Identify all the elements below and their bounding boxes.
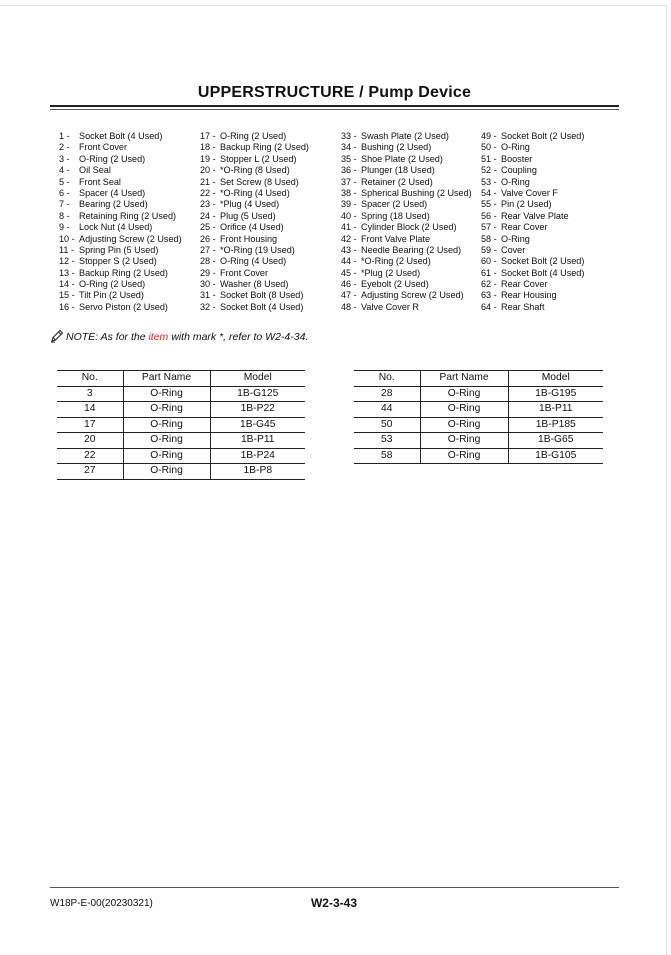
part-number: 1 - [59, 131, 70, 141]
part-name: *O-Ring (19 Used) [220, 244, 295, 255]
parts-list-item [481, 211, 584, 222]
parts-list-item [481, 142, 584, 153]
cell-no: 17 [57, 417, 123, 433]
part-number: 28 - [200, 256, 216, 267]
part-name: Valve Cover R [361, 301, 419, 312]
part-number: 21 - [200, 176, 216, 187]
part-number: 55 - [481, 199, 497, 210]
part-name: Eyebolt (2 Used) [361, 279, 429, 290]
parts-list-item [481, 268, 584, 279]
parts-list-item [341, 165, 472, 176]
cell-part-name: O-Ring [420, 433, 508, 449]
part-number: 20 - [200, 165, 216, 176]
parts-list-item [341, 302, 472, 313]
parts-list-item [200, 199, 309, 210]
cell-model: 1B-G125 [210, 386, 305, 402]
parts-list-item [481, 279, 584, 290]
cell-model: 1B-G195 [508, 386, 603, 402]
part-name: O-Ring (2 Used) [220, 131, 287, 141]
part-number: 9 - [59, 222, 70, 233]
parts-list-item [200, 268, 309, 279]
parts-list-item [341, 290, 472, 301]
note-highlight: item [148, 331, 169, 343]
parts-list-item [200, 245, 309, 256]
part-number: 5 - [59, 176, 70, 187]
part-number: 63 - [481, 290, 497, 301]
part-name: O-Ring (2 Used) [79, 153, 146, 164]
part-number: 51 - [481, 153, 497, 164]
column-header-model: Model [210, 371, 305, 387]
part-number: 8 - [59, 210, 70, 221]
parts-list-item [59, 290, 182, 301]
part-number: 50 - [481, 142, 497, 153]
part-number: 57 - [481, 222, 497, 233]
parts-list-item [200, 290, 309, 301]
parts-list-item [341, 177, 472, 188]
part-number: 64 - [481, 301, 497, 312]
parts-list-item [59, 256, 182, 267]
part-number: 58 - [481, 233, 497, 244]
part-number: 41 - [341, 222, 357, 233]
part-number: 49 - [481, 131, 497, 141]
part-name: Booster [501, 153, 533, 164]
part-number: 44 - [341, 256, 357, 267]
part-number: 52 - [481, 165, 497, 176]
parts-list-item [59, 188, 182, 199]
parts-list-item [200, 188, 309, 199]
part-number: 47 - [341, 290, 357, 301]
cell-no: 28 [354, 386, 420, 402]
part-name: *O-Ring (2 Used) [361, 256, 431, 267]
parts-list-item [341, 199, 472, 210]
parts-list-item [59, 268, 182, 279]
part-number: 3 - [59, 153, 70, 164]
parts-list-item [59, 245, 182, 256]
part-name: Stopper L (2 Used) [220, 153, 297, 164]
part-name: Orifice (4 Used) [220, 222, 284, 233]
parts-list-item [481, 222, 584, 233]
parts-list-item [200, 211, 309, 222]
part-name: Bushing (2 Used) [361, 142, 432, 153]
parts-list-item [341, 211, 472, 222]
part-name: Front Seal [79, 176, 121, 187]
parts-list-item [341, 256, 472, 267]
parts-list-item [59, 142, 182, 153]
part-name: Backup Ring (2 Used) [220, 142, 309, 153]
part-number: 14 - [59, 279, 75, 290]
part-name: Socket Bolt (2 Used) [501, 256, 585, 267]
parts-list-item [481, 177, 584, 188]
footer-rule [50, 887, 619, 888]
parts-list-item [341, 154, 472, 165]
part-number: 43 - [341, 244, 357, 255]
note-prefix: NOTE: As for the [66, 331, 149, 343]
table-row [354, 448, 603, 464]
table-row [354, 417, 603, 433]
part-name: Rear Shaft [501, 301, 545, 312]
part-number: 39 - [341, 199, 357, 210]
parts-list-column-3 [341, 131, 472, 313]
cell-model: 1B-P22 [210, 402, 305, 418]
parts-list-item [200, 302, 309, 313]
parts-list-item [200, 222, 309, 233]
part-number: 24 - [200, 210, 216, 221]
part-name: Retainer (2 Used) [361, 176, 433, 187]
part-name: O-Ring (4 Used) [220, 256, 287, 267]
part-name: Spring Pin (5 Used) [79, 244, 159, 255]
page-number: W2-3-43 [310, 896, 357, 910]
pencil-note-icon [50, 329, 64, 343]
part-name: O-Ring [501, 142, 530, 153]
part-number: 23 - [200, 199, 216, 210]
part-number: 61 - [481, 267, 497, 278]
oring-spec-table-right [354, 370, 603, 464]
cell-no: 14 [57, 402, 123, 418]
part-number: 36 - [341, 165, 357, 176]
part-number: 42 - [341, 233, 357, 244]
part-name: O-Ring [501, 233, 530, 244]
parts-list-item [341, 222, 472, 233]
parts-list-item [200, 256, 309, 267]
parts-list-item [59, 302, 182, 313]
note [50, 329, 308, 343]
part-number: 16 - [59, 301, 75, 312]
cell-part-name: O-Ring [123, 448, 210, 464]
table-row [354, 402, 603, 418]
part-number: 12 - [59, 256, 75, 267]
parts-list-item [341, 234, 472, 245]
part-name: Rear Cover [501, 279, 548, 290]
part-name: Rear Cover [501, 222, 548, 233]
part-name: Adjusting Screw (2 Used) [79, 233, 182, 244]
column-header-no: No. [354, 371, 420, 387]
part-name: Swash Plate (2 Used) [361, 131, 449, 141]
part-name: Coupling [501, 165, 537, 176]
part-name: Adjusting Screw (2 Used) [361, 290, 464, 301]
part-name: Plunger (18 Used) [361, 165, 435, 176]
cell-part-name: O-Ring [420, 386, 508, 402]
part-number: 7 - [59, 199, 70, 210]
cell-part-name: O-Ring [123, 433, 210, 449]
part-name: Pin (2 Used) [501, 199, 552, 210]
table-row [57, 402, 305, 418]
part-name: Socket Bolt (4 Used) [501, 267, 585, 278]
parts-list-item [200, 154, 309, 165]
cell-no: 20 [57, 433, 123, 449]
parts-list-item [481, 131, 584, 142]
parts-list-item [59, 199, 182, 210]
table-row [354, 386, 603, 402]
part-name: Cover [501, 244, 526, 255]
oring-spec-table-left [57, 370, 305, 480]
parts-list-item [59, 211, 182, 222]
cell-no: 50 [354, 417, 420, 433]
parts-list-item [341, 131, 472, 142]
part-name: Spring (18 Used) [361, 210, 430, 221]
cell-model: 1B-P11 [210, 433, 305, 449]
part-name: Washer (8 Used) [220, 279, 289, 290]
part-name: Shoe Plate (2 Used) [361, 153, 443, 164]
part-name: Socket Bolt (2 Used) [501, 131, 585, 141]
part-number: 46 - [341, 279, 357, 290]
document-code: W18P-E-00(20230321) [50, 898, 153, 909]
table-row [57, 386, 305, 402]
part-number: 34 - [341, 142, 357, 153]
part-number: 48 - [341, 301, 357, 312]
table-row [57, 417, 305, 433]
part-name: Socket Bolt (4 Used) [220, 301, 304, 312]
part-name: Valve Cover F [501, 187, 558, 198]
part-number: 30 - [200, 279, 216, 290]
part-name: Needle Bearing (2 Used) [361, 244, 462, 255]
parts-list-column-1 [59, 131, 182, 313]
part-number: 10 - [59, 233, 75, 244]
table-row [57, 464, 305, 480]
cell-model: 1B-P24 [210, 448, 305, 464]
title-rule [50, 105, 619, 107]
part-number: 45 - [341, 267, 357, 278]
part-name: Lock Nut (4 Used) [79, 222, 153, 233]
part-number: 29 - [200, 267, 216, 278]
column-header-part-name: Part Name [123, 371, 210, 387]
parts-list-item [59, 234, 182, 245]
part-name: Spherical Bushing (2 Used) [361, 187, 472, 198]
cell-part-name: O-Ring [123, 386, 210, 402]
table-row [57, 433, 305, 449]
part-number: 54 - [481, 187, 497, 198]
parts-list-item [341, 279, 472, 290]
parts-list-item [59, 131, 182, 142]
part-name: *Plug (4 Used) [220, 199, 280, 210]
cell-model: 1B-P185 [508, 417, 603, 433]
cell-no: 44 [354, 402, 420, 418]
part-number: 37 - [341, 176, 357, 187]
part-number: 25 - [200, 222, 216, 233]
parts-list-item [59, 177, 182, 188]
part-number: 31 - [200, 290, 216, 301]
cell-model: 1B-P8 [210, 464, 305, 480]
part-number: 38 - [341, 187, 357, 198]
parts-list-item [200, 234, 309, 245]
parts-list-item [481, 302, 584, 313]
parts-list-item [200, 177, 309, 188]
cell-part-name: O-Ring [123, 464, 210, 480]
part-number: 13 - [59, 267, 75, 278]
part-name: Spacer (2 Used) [361, 199, 428, 210]
note-suffix: with mark *, refer to W2-4-34. [168, 331, 309, 343]
part-number: 56 - [481, 210, 497, 221]
part-number: 17 - [200, 131, 216, 141]
part-name: Rear Valve Plate [501, 210, 569, 221]
part-number: 26 - [200, 233, 216, 244]
table-row [57, 448, 305, 464]
part-name: Front Cover [79, 142, 128, 153]
part-name: Retaining Ring (2 Used) [79, 210, 177, 221]
parts-list-item [481, 256, 584, 267]
part-number: 6 - [59, 187, 70, 198]
part-name: Socket Bolt (8 Used) [220, 290, 304, 301]
cell-no: 53 [354, 433, 420, 449]
part-name: *O-Ring (8 Used) [220, 165, 290, 176]
part-number: 2 - [59, 142, 70, 153]
part-name: Servo Piston (2 Used) [79, 301, 168, 312]
parts-list-item [200, 165, 309, 176]
part-name: Oil Seal [79, 165, 111, 176]
part-number: 4 - [59, 165, 70, 176]
part-name: Front Valve Plate [361, 233, 431, 244]
part-name: *Plug (2 Used) [361, 267, 421, 278]
parts-list-item [200, 279, 309, 290]
column-header-model: Model [508, 371, 603, 387]
parts-list-item [481, 165, 584, 176]
parts-list-column-4 [481, 131, 584, 313]
part-name: Bearing (2 Used) [79, 199, 148, 210]
part-number: 27 - [200, 244, 216, 255]
cell-part-name: O-Ring [123, 417, 210, 433]
cell-model: 1B-G105 [508, 448, 603, 464]
part-name: Rear Housing [501, 290, 557, 301]
cell-model: 1B-G45 [210, 417, 305, 433]
cell-part-name: O-Ring [420, 402, 508, 418]
parts-list-item [481, 234, 584, 245]
parts-list-item [59, 165, 182, 176]
page-title: UPPERSTRUCTURE / Pump Device [197, 84, 472, 101]
parts-list-item [59, 222, 182, 233]
part-name: Tilt Pin (2 Used) [79, 290, 144, 301]
part-number: 11 - [59, 244, 74, 255]
part-number: 40 - [341, 210, 357, 221]
part-name: *O-Ring (4 Used) [220, 187, 290, 198]
part-number: 15 - [59, 290, 75, 301]
part-name: Set Screw (8 Used) [220, 176, 299, 187]
cell-model: 1B-G65 [508, 433, 603, 449]
part-number: 19 - [200, 153, 216, 164]
part-name: O-Ring [501, 176, 530, 187]
cell-part-name: O-Ring [420, 417, 508, 433]
title-rule-thin [50, 109, 619, 110]
cell-no: 27 [57, 464, 123, 480]
part-name: Cylinder Block (2 Used) [361, 222, 457, 233]
parts-list-item [341, 245, 472, 256]
cell-no: 22 [57, 448, 123, 464]
part-number: 35 - [341, 153, 357, 164]
parts-list-item [200, 142, 309, 153]
parts-list-item [481, 154, 584, 165]
page-border-top [0, 5, 666, 6]
table-row [354, 433, 603, 449]
parts-list-item [59, 154, 182, 165]
column-header-part-name: Part Name [420, 371, 508, 387]
part-number: 62 - [481, 279, 497, 290]
part-name: Front Cover [220, 267, 269, 278]
parts-list-item [341, 268, 472, 279]
cell-model: 1B-P11 [508, 402, 603, 418]
part-number: 59 - [481, 244, 497, 255]
cell-no: 58 [354, 448, 420, 464]
part-number: 32 - [200, 301, 216, 312]
part-name: Plug (5 Used) [220, 210, 276, 221]
parts-list-item [481, 290, 584, 301]
part-name: Front Housing [220, 233, 278, 244]
parts-list-item [59, 279, 182, 290]
part-number: 60 - [481, 256, 497, 267]
part-name: Socket Bolt (4 Used) [79, 131, 163, 141]
parts-list-column-2 [200, 131, 309, 313]
part-number: 33 - [341, 131, 357, 141]
part-name: O-Ring (2 Used) [79, 279, 146, 290]
part-number: 22 - [200, 187, 216, 198]
column-header-no: No. [57, 371, 123, 387]
cell-part-name: O-Ring [123, 402, 210, 418]
part-name: Backup Ring (2 Used) [79, 267, 168, 278]
parts-list-item [341, 188, 472, 199]
parts-list-item [481, 245, 584, 256]
part-name: Stopper S (2 Used) [79, 256, 157, 267]
parts-list-item [481, 199, 584, 210]
parts-list-item [341, 142, 472, 153]
part-number: 53 - [481, 176, 497, 187]
parts-list-item [481, 188, 584, 199]
part-name: Spacer (4 Used) [79, 187, 146, 198]
part-number: 18 - [200, 142, 216, 153]
page-border-right [666, 5, 667, 955]
parts-list-item [200, 131, 309, 142]
cell-no: 3 [57, 386, 123, 402]
cell-part-name: O-Ring [420, 448, 508, 464]
